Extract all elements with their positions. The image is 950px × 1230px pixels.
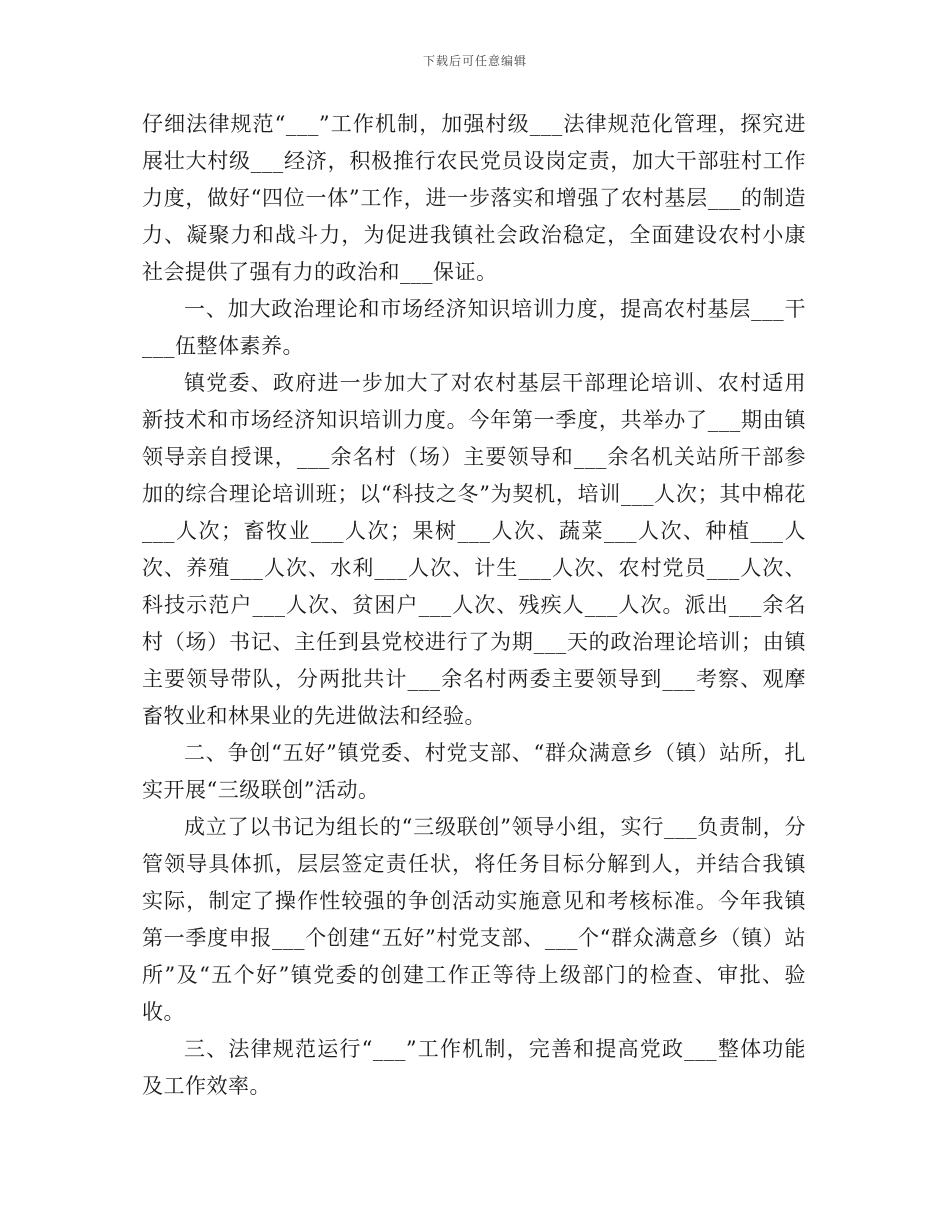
section-heading-2: 二、争创“五好”镇党委、村党支部、“群众满意乡（镇）站所，扎实开展“三级联创”活动。 xyxy=(142,741,806,802)
section-heading-3: 三、法律规范运行“___”工作机制，完善和提高党政___整体功能及工作效率。 xyxy=(142,1037,806,1098)
paragraph-joint-creation: 成立了以书记为组长的“三级联创”领导小组，实行___负责制，分管领导具体抓，层层签定责任状，将任务目标分解到人，并结合我镇实际，制定了操作性较强的争创活动实施意见和考核标准。今年我镇第一季度申报___个创建“五好”村党支部、___个“群众满意乡（镇）站所”及“五个好”镇党委的创建工作正等待上级部门的检查、审批、验收。 xyxy=(142,815,806,1024)
paragraph-intro: 仔细法律规范“___”工作机制，加强村级___法律规范化管理，探究进展壮大村级___经济，积极推行农民党员设岗定责，加大干部驻村工作力度，做好“四位一体”工作，进一步落实和增强了农村基层___的制造力、凝聚力和战斗力，为促进我镇社会政治稳定，全面建设农村小康社会提供了强有力的政治和___保证。 xyxy=(142,112,806,284)
paragraph-training: 镇党委、政府进一步加大了对农村基层干部理论培训、农村适用新技术和市场经济知识培训力度。今年第一季度，共举办了___期由镇领导亲自授课，___余名村（场）主要领导和___余名机关站所干部参加的综合理论培训班；以“科技之冬”为契机，培训___人次；其中棉花___人次；畜牧业___人次；果树___人次、蔬菜___人次、种植___人次、养殖___人次、水利___人次、计生___人次、农村党员___人次、科技示范户___人次、贫困户___人次、残疾人___人次。派出___余名村（场）书记、主任到县党校进行了为期___天的政治理论培训；由镇主要领导带队，分两批共计___余名村两委主要领导到___考察、观摩畜牧业和林果业的先进做法和经验。 xyxy=(142,371,806,728)
section-heading-1: 一、加大政治理论和市场经济知识培训力度，提高农村基层___干___伍整体素养。 xyxy=(142,297,806,358)
document-body xyxy=(142,106,806,1105)
page-header: 下载后可任意编辑 xyxy=(422,54,527,68)
